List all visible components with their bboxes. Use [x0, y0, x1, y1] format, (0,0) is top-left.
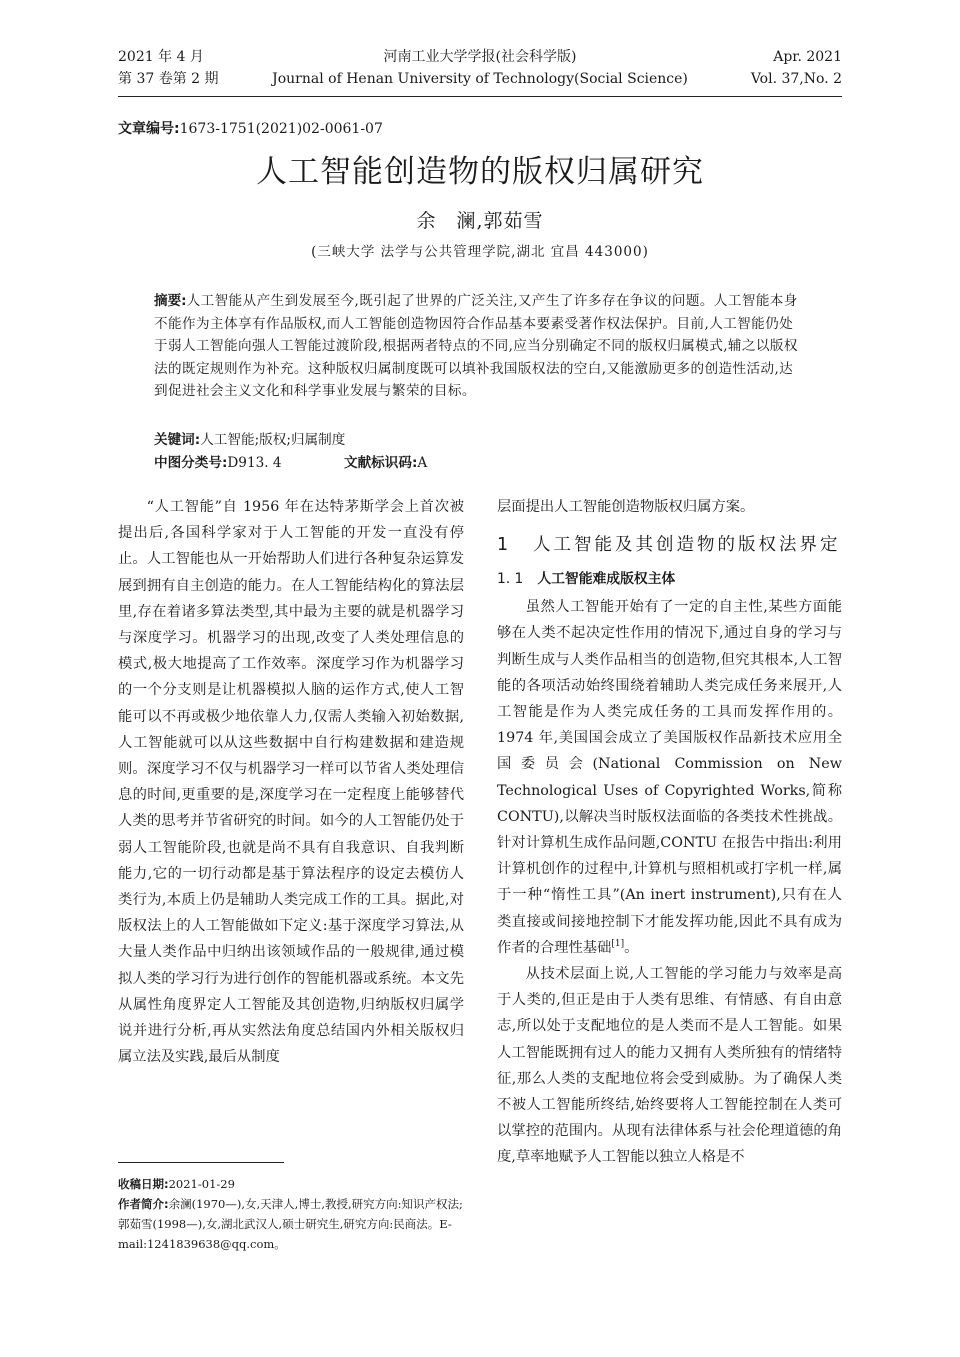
abstract — [154, 290, 806, 403]
intro-continuation: 层面提出人工智能创造物版权归属方案。 — [497, 499, 755, 515]
abstract-label: 摘要: — [154, 293, 187, 309]
header-journal-name-cn: 河南工业大学学报(社会科学版) — [383, 49, 577, 65]
article-number-label: 文章编号: — [118, 121, 180, 137]
document-code-label: 文献标识码: — [344, 455, 418, 471]
keywords — [154, 429, 806, 451]
received-date-value: 2021-01-29 — [168, 1177, 235, 1191]
header-date-en: Apr. 2021 — [773, 49, 842, 65]
clc-label: 中图分类号: — [154, 455, 228, 471]
abstract-text: 人工智能从产生到发展至今,既引起了世界的广泛关注,又产生了许多存在争议的问题。人工智能本身不能作为主体享有作品版权,而人工智能创造物因符合作品基本要素受著作权法保护。目前,人工智能仍处于弱人工智能向强人工智能过渡阶段,根据两者特点的不同,应当分别确定不同的版权归属模式,辅之以版权法的既定规则作为补充。这种版权归属制度既可以填补我国版权法的空白,又能激励更多的创造性活动,达到促进社会主义文化和科学事业发展与繁荣的目标。 — [154, 293, 798, 399]
author-bio — [118, 1194, 464, 1254]
body-paragraph: 从技术层面上说,人工智能的学习能力与效率是高于人类的,但正是由于人类有思维、有情感、有自由意志,所以处于支配地位的是人类而不是人工智能。如果人工智能既拥有过人的能力又拥有人类所独有的情绪特征,那么人类的支配地位将会受到威胁。为了确保人类不被人工智能所终结,始终要将人工智能控制在人类可以掌控的范围内。从现有法律体系与社会伦理道德的角度,草率地赋予人工智能以独立人格是不 — [497, 966, 842, 1166]
section-heading — [497, 530, 842, 560]
subsection-heading — [497, 568, 842, 590]
subsection-number: 1. 1 — [497, 571, 524, 588]
header-volume-cn: 第 37 卷第 2 期 — [118, 71, 219, 87]
section-number: 1 — [497, 535, 509, 556]
received-date-label: 收稿日期: — [118, 1177, 169, 1191]
keywords-label: 关键词: — [154, 432, 201, 448]
classification — [154, 452, 806, 474]
running-header — [118, 46, 842, 96]
subsection-title: 人工智能难成版权主体 — [537, 571, 676, 588]
body-paragraph-end: 。 — [624, 939, 639, 956]
section-title: 人工智能及其创造物的版权法界定 — [533, 535, 841, 556]
footnote — [118, 1174, 464, 1254]
header-rule — [118, 96, 842, 97]
document-code-value: A — [417, 455, 428, 471]
author-bio-text: 余澜(1970—),女,天津人,博士,教授,研究方向:知识产权法;郭茹雪(1998—),女,湖北武汉人,硕士研究生,研究方向:民商法。E-mail:1241839638@qq.com。 — [118, 1197, 463, 1251]
article-authors: 余 澜,郭茹雪 — [416, 210, 544, 232]
received-date — [118, 1174, 464, 1194]
document-code — [344, 452, 427, 474]
body-paragraph-text: 虽然人工智能开始有了一定的自主性,某些方面能够在人类不起决定性作用的情况下,通过自身的学习与判断生成与人类作品相当的创造物,但究其根本,人工智能的各项活动始终围绕着辅助人类完成任务来展开,人工智能是作为人类完成任务的工具而发挥作用的。1974 年,美国国会成立了美国版权作品新技术应用全国委员会(National Commission on New Technological Uses of Copyrighted Works,简称 CONTU),以解决当时版权法面临的各类技术性挑战。针对计算机生成作品问题,CONTU 在报告中指出:利用计算机创作的过程中,计算机与照相机或打字机一样,属于一种“惰性工具”(An inert instrument),只有在人类直接或间接地控制下才能发挥功能,因此不具有成为作者的合理性基础 — [497, 599, 842, 956]
right-column — [497, 494, 842, 1171]
left-column — [118, 494, 464, 1070]
footnote-rule — [118, 1162, 284, 1163]
citation-reference[interactable]: [1] — [611, 939, 625, 950]
article-number-value: 1673-1751(2021)02-0061-07 — [179, 121, 383, 137]
keywords-text: 人工智能;版权;归属制度 — [200, 432, 346, 448]
header-issue-date-en — [751, 46, 842, 90]
clc-value: D913. 4 — [227, 455, 282, 471]
header-volume-en: Vol. 37,No. 2 — [750, 71, 842, 87]
article-number — [118, 118, 383, 138]
author-affiliation: (三峡大学 法学与公共管理学院,湖北 宜昌 443000) — [311, 244, 649, 260]
article-title: 人工智能创造物的版权归属研究 — [256, 154, 704, 190]
header-journal-name-en: Journal of Henan University of Technology(Social Science) — [272, 71, 688, 87]
intro-paragraph: “人工智能”自 1956 年在达特茅斯学会上首次被提出后,各国科学家对于人工智能的开发一直没有停止。人工智能也从一开始帮助人们进行各种复杂运算发展到拥有自主创造的能力。在人工智能结构化的算法层里,存在着诸多算法类型,其中最为主要的就是机器学习与深度学习。机器学习的出现,改变了人类处理信息的模式,极大地提高了工作效率。深度学习作为机器学习的一个分支则是让机器模拟人脑的运作方式,使人工智能可以不再或极少地依靠人力,仅需人类输入初始数据,人工智能就可以从这些数据中自行构建数据和建造规则。深度学习不仅与机器学习一样可以节省人类处理信息的时间,更重要的是,深度学习在一定程度上能够替代人类的思考并节省研究的时间。如今的人工智能仍处于弱人工智能阶段,也就是尚不具有自我意识、自我判断能力,它的一切行动都是基于算法程序的设定去模仿人类行为,本质上仍是辅助人类完成工作的工具。据此,对版权法上的人工智能做如下定义:基于深度学习算法,从大量人类作品中归纳出该领域作品的一般规律,通过模拟人类的学习行为进行创作的智能机器或系统。本文先从属性角度界定人工智能及其创造物,归纳版权归属学说并进行分析,再从实然法角度总结国内外相关版权归属立法及实践,最后从制度 — [118, 499, 464, 1066]
header-date-cn: 2021 年 4 月 — [118, 49, 204, 65]
body-paragraph — [497, 594, 842, 961]
header-journal-name — [118, 46, 842, 90]
author-bio-label: 作者简介: — [118, 1197, 169, 1211]
